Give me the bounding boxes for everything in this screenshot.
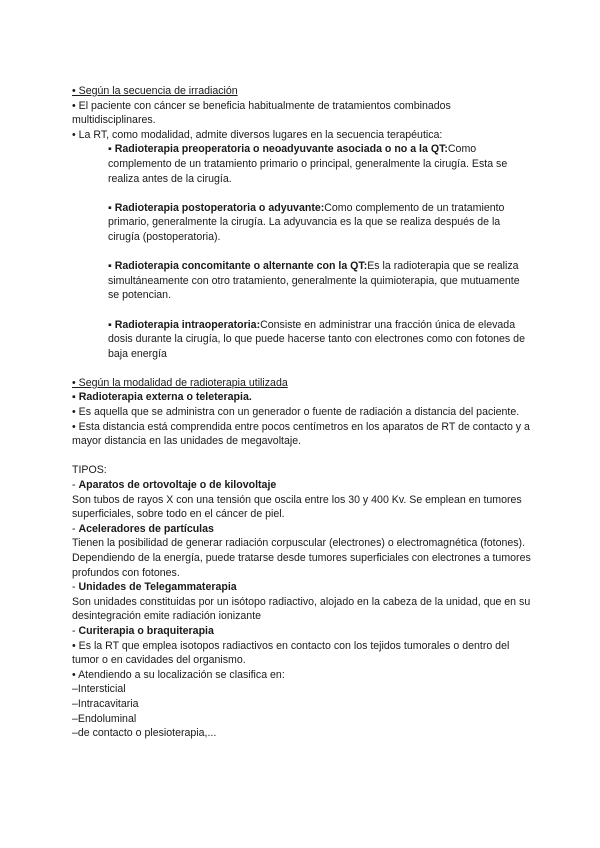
paragraph: • El paciente con cáncer se beneficia habitualmente de tratamientos combinados multidisciplinares. [72, 99, 451, 127]
paragraph: • Es aquella que se administra con un generador o fuente de radiación a distancia del paciente. [72, 406, 520, 419]
item-title: ▪ Radioterapia preoperatoria o neoadyuvante asociada o no a la QT: [108, 143, 448, 156]
item-text: Es la radioterapia que se realiza simultáneamente con otro tratamiento, generalmente la quimioterapia, que mutuamente se potencian. [108, 260, 520, 302]
section-heading-secuencia: • Según la secuencia de irradiación [72, 85, 238, 97]
tipo-title: Curiterapia o braquiterapia [78, 624, 214, 637]
section-heading-modalidad: • Según la modalidad de radioterapia utilizada [72, 376, 288, 389]
treatment-item [108, 318, 532, 362]
paragraph: • Esta distancia está comprendida entre pocos centímetros en los aparatos de RT de contacto y a mayor distancia en las unidades de megavoltaje. [72, 420, 530, 448]
dash: - [72, 479, 79, 492]
tipo-title: Aparatos de ortovoltaje o de kilovoltaje [78, 479, 277, 492]
paragraph: Son unidades constituidas por un isótopo radiactivo, alojado en la cabeza de la unidad, que en su desintegración emite radiación ionizante [72, 595, 531, 623]
item-text: Consiste en administrar una fracción única de elevada dosis durante la cirugía, lo que puede hacerse tanto con electrones como con fotones de baja energía [108, 318, 525, 360]
paragraph: Son tubos de rayos X con una tensión que oscila entre los 30 y 400 Kv. Se emplean en tumores superficiales, sobre todo en el cáncer de piel. [72, 493, 522, 521]
tipo-title: Unidades de Telegammaterapia [78, 581, 237, 594]
list-item: –Intracavitaria [72, 697, 139, 710]
dash: - [72, 581, 79, 594]
document-page [72, 84, 532, 741]
item-title: ▪ Radioterapia postoperatoria o adyuvante: [108, 201, 325, 214]
list-item: –de contacto o plesioterapia,... [72, 727, 217, 740]
paragraph: • La RT, como modalidad, admite diversos lugares en la secuencia terapéutica: [72, 128, 443, 141]
list-item: –Endoluminal [72, 712, 137, 725]
tipo-title: Aceleradores de partículas [78, 522, 214, 535]
item-title: ▪ Radioterapia concomitante o alternante con la QT: [108, 260, 368, 273]
treatment-item [108, 259, 532, 303]
dash: - [72, 522, 79, 535]
paragraph: • Atendiendo a su localización se clasifica en: [72, 668, 285, 681]
tipos-label: TIPOS: [72, 464, 107, 477]
item-text: Como complemento de un tratamiento primario, generalmente la cirugía. La adyuvancia es la que se realiza después de la cirugía (postoperatoria). [108, 201, 505, 243]
paragraph: Tienen la posibilidad de generar radiación corpuscular (electrones) o electromagnética (fotones). Dependiendo de la energía, puede tratarse desde tumores superficiales con electrones a tumores profundos con fotones. [72, 537, 531, 579]
treatment-item [108, 142, 532, 186]
item-title: ▪ Radioterapia intraoperatoria: [108, 318, 261, 331]
treatment-item [108, 201, 532, 245]
dash: - [72, 624, 79, 637]
list-item: –Intersticial [72, 683, 126, 696]
paragraph: • Es la RT que emplea isotopos radiactivos en contacto con los tejidos tumorales o dentro del tumor o en cavidades del organismo. [72, 639, 510, 667]
subheading-externa: ▪ Radioterapia externa o teleterapia. [72, 391, 252, 404]
item-text: Como complemento de un tratamiento primario o principal, generalmente la cirugía. Esta se realiza antes de la cirugía. [108, 143, 508, 185]
